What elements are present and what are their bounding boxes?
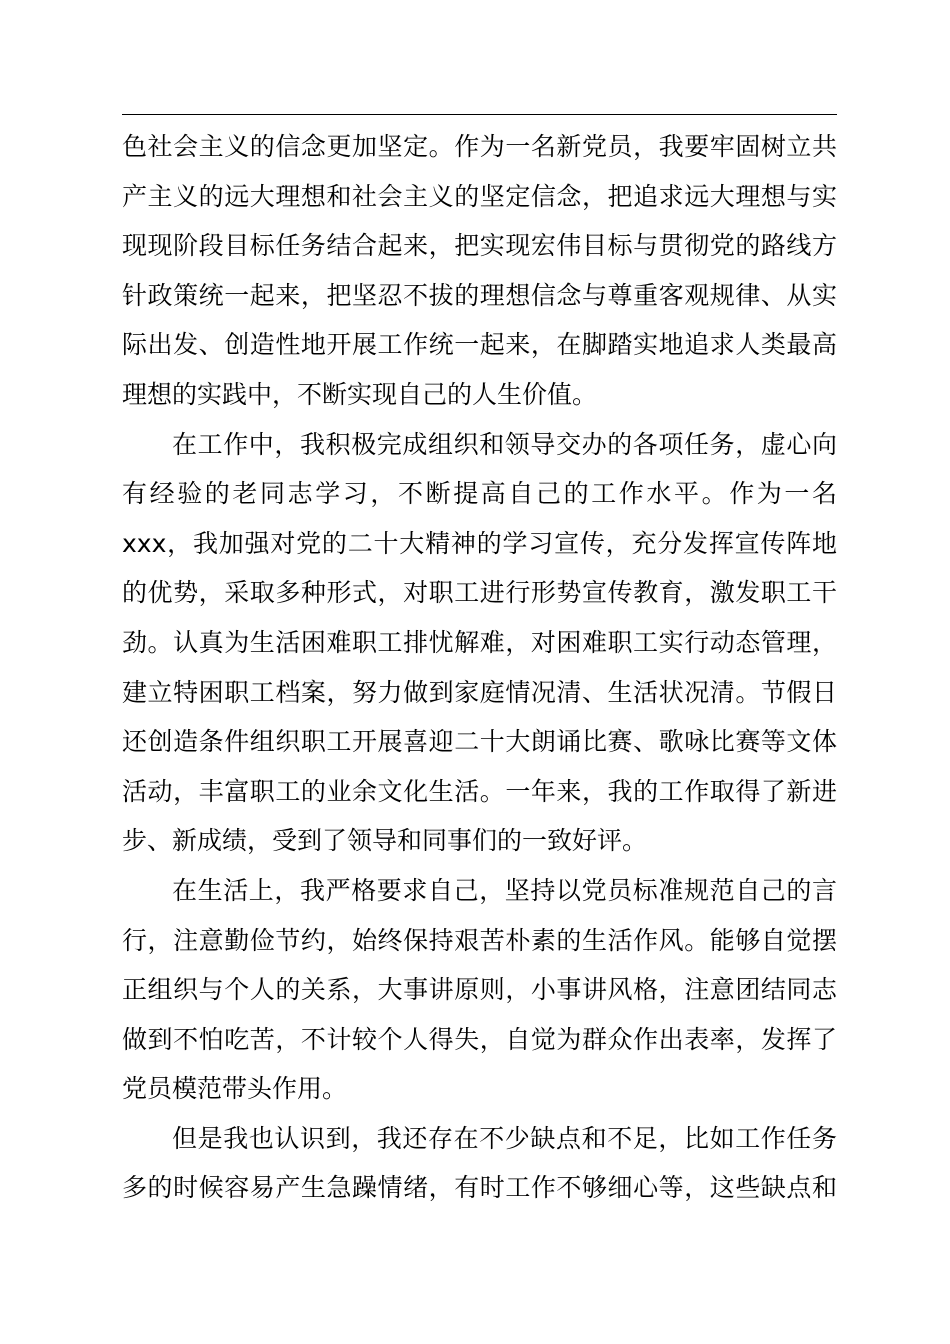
paragraph-line: 步、新成绩，受到了领导和同事们的一致好评。 bbox=[122, 826, 648, 856]
paragraph-line: 建立特困职工档案，努力做到家庭情况清、生活状况清。节假日 bbox=[122, 677, 837, 707]
paragraph-line: 产主义的远大理想和社会主义的坚定信念，把追求远大理想与实 bbox=[122, 181, 837, 211]
paragraph-line: 行，注意勤俭节约，始终保持艰苦朴素的生活作风。能够自觉摆 bbox=[122, 925, 837, 955]
paragraph-2 bbox=[122, 420, 837, 866]
paragraph-line: 的优势，采取多种形式，对职工进行形势宣传教育，激发职工干 bbox=[122, 578, 837, 608]
paragraph-line: 际出发、创造性地开展工作统一起来，在脚踏实地追求人类最高 bbox=[122, 330, 837, 360]
paragraph-line: 色社会主义的信念更加坚定。作为一名新党员，我要牢固树立共 bbox=[122, 132, 837, 161]
paragraph-line: 还创造条件组织职工开展喜迎二十大朗诵比赛、歌咏比赛等文体 bbox=[122, 727, 837, 757]
document-body bbox=[122, 122, 837, 1213]
paragraph-line: 有经验的老同志学习，不断提高自己的工作水平。作为一名 bbox=[122, 479, 837, 509]
paragraph-line: 但是我也认识到，我还存在不少缺点和不足，比如工作任务 bbox=[172, 1123, 837, 1153]
paragraph-line: 做到不怕吃苦，不计较个人得失，自觉为群众作出表率，发挥了 bbox=[122, 1024, 837, 1054]
paragraph-line: 理想的实践中，不断实现自己的人生价值。 bbox=[122, 379, 598, 409]
paragraph-3 bbox=[122, 866, 837, 1114]
paragraph-4 bbox=[122, 1114, 837, 1213]
paragraph-line: 活动，丰富职工的业余文化生活。一年来，我的工作取得了新进 bbox=[122, 776, 837, 806]
paragraph-line: 针政策统一起来，把坚忍不拔的理想信念与尊重客观规律、从实 bbox=[122, 280, 837, 310]
paragraph-line: 现现阶段目标任务结合起来，把实现宏伟目标与贯彻党的路线方 bbox=[122, 231, 837, 261]
paragraph-line: 正组织与个人的关系，大事讲原则，小事讲风格，注意团结同志 bbox=[122, 975, 837, 1005]
paragraph-line: xxx，我加强对党的二十大精神的学习宣传，充分发挥宣传阵地 bbox=[122, 528, 837, 558]
paragraph-line: 多的时候容易产生急躁情绪，有时工作不够细心等，这些缺点和 bbox=[122, 1173, 837, 1203]
paragraph-line: 劲。认真为生活困难职工排忧解难，对困难职工实行动态管理， bbox=[122, 627, 837, 657]
paragraph-line: 党员模范带头作用。 bbox=[122, 1074, 348, 1104]
header-rule bbox=[122, 114, 837, 115]
paragraph-line: 在生活上，我严格要求自己，坚持以党员标准规范自己的言 bbox=[172, 875, 837, 905]
paragraph-line: 在工作中，我积极完成组织和领导交办的各项任务，虚心向 bbox=[172, 429, 837, 459]
paragraph-1 bbox=[122, 122, 837, 420]
